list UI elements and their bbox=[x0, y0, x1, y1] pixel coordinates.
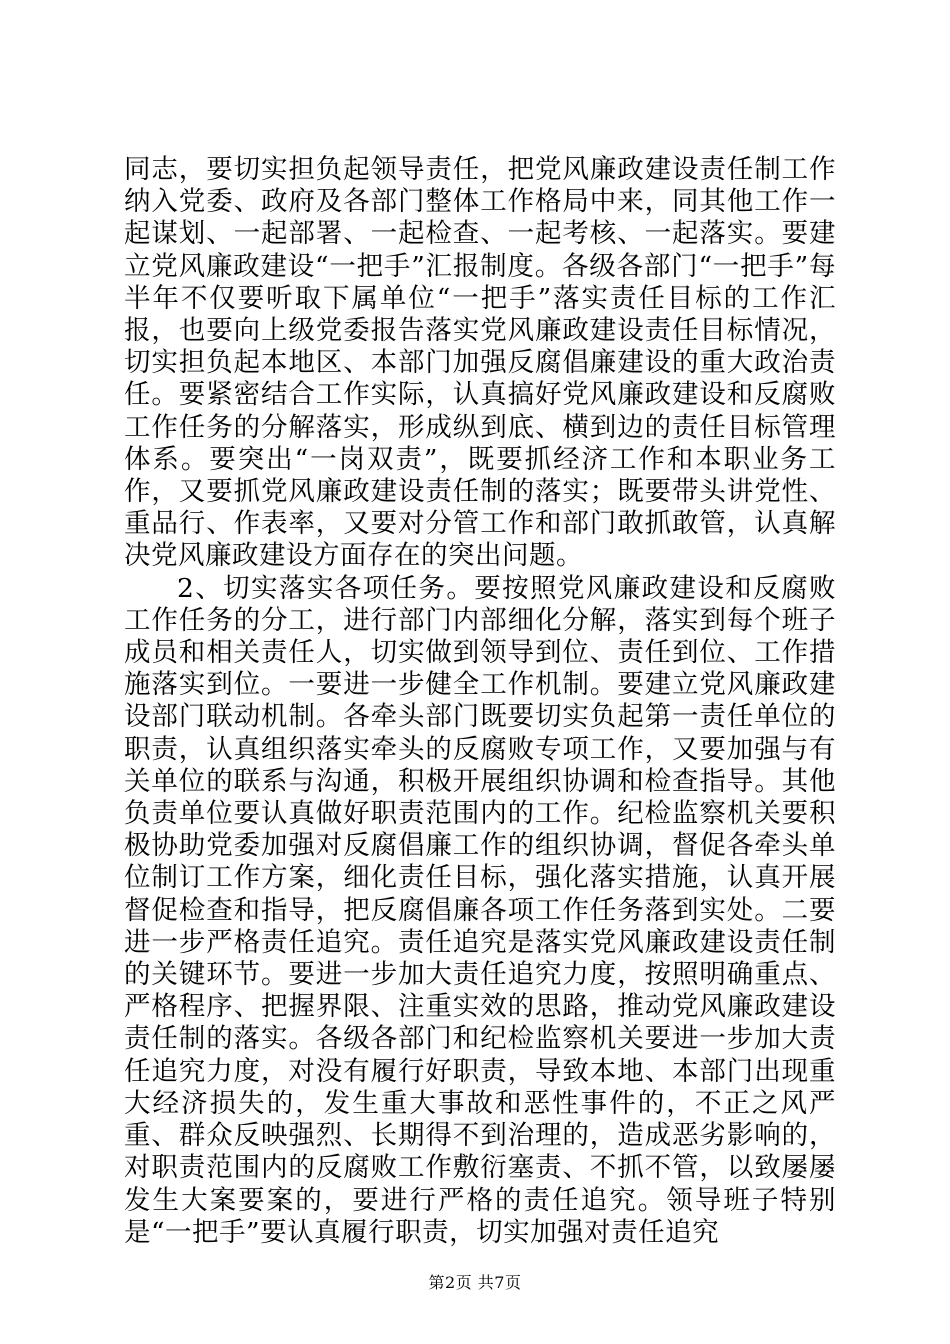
page-footer: 第2页 共7页 bbox=[428, 1273, 522, 1292]
document-body bbox=[124, 154, 836, 1249]
paragraph-continuation: 同志，要切实担负起领导责任，把党风廉政建设责任制工作纳入党委、政府及各部门整体工作格局中来，同其他工作一起谋划、一起部署、一起检查、一起考核、一起落实。要建立党风廉政建设“一把手”汇报制度。各级各部门“一把手”每半年不仅要听取下属单位“一把手”落实责任目标的工作汇报，也要向上级党委报告落实党风廉政建设责任目标情况，切实担负起本地区、本部门加强反腐倡廉建设的重大政治责任。要紧密结合工作实际，认真搞好党风廉政建设和反腐败工作任务的分解落实，形成纵到底、横到边的责任目标管理体系。要突出“一岗双责”，既要抓经济工作和本职业务工作，又要抓党风廉政建设责任制的落实；既要带头讲党性、重品行、作表率，又要对分管工作和部门敢抓敢管，认真解决党风廉政建设方面存在的突出问题。 bbox=[124, 154, 836, 572]
paragraph-section-2: 2、切实落实各项任务。要按照党风廉政建设和反腐败工作任务的分工，进行部门内部细化分解，落实到每个班子成员和相关责任人，切实做到领导到位、责任到位、工作措施落实到位。一要进一步健全工作机制。要建立党风廉政建设部门联动机制。各牵头部门既要切实负起第一责任单位的职责，认真组织落实牵头的反腐败专项工作，又要加强与有关单位的联系与沟通，积极开展组织协调和检查指导。其他负责单位要认真做好职责范围内的工作。纪检监察机关要积极协助党委加强对反腐倡廉工作的组织协调，督促各牵头单位制订工作方案，细化责任目标，强化落实措施，认真开展督促检查和指导，把反腐倡廉各项工作任务落到实处。二要进一步严格责任追究。责任追究是落实党风廉政建设责任制的关键环节。要进一步加大责任追究力度，按照明确重点、严格程序、把握界限、注重实效的思路，推动党风廉政建设责任制的落实。各级各部门和纪检监察机关要进一步加大责任追究力度，对没有履行好职责，导致本地、本部门出现重大经济损失的，发生重大事故和恶性事件的，不正之风严重、群众反映强烈、长期得不到治理的，造成恶劣影响的，对职责范围内的反腐败工作敷衍塞责、不抓不管，以致屡屡发生大案要案的，要进行严格的责任追究。领导班子特别是“一把手”要认真履行职责，切实加强对责任追究 bbox=[124, 572, 836, 1248]
